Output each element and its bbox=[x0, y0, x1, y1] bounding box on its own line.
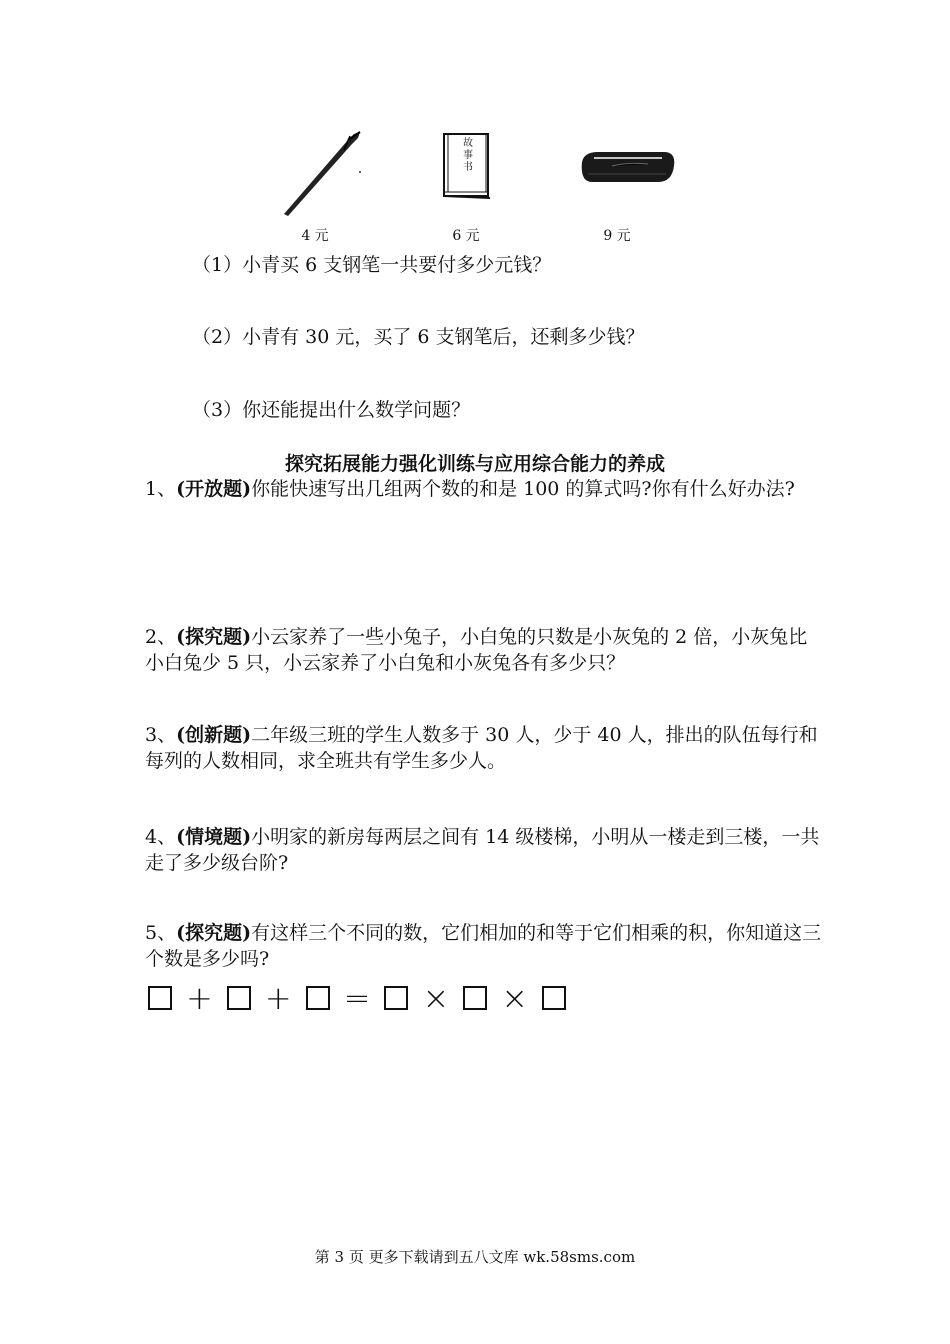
pen-icon bbox=[278, 128, 368, 218]
answer-box[interactable] bbox=[384, 986, 408, 1010]
pencil-case-price: 9 元 bbox=[603, 228, 631, 244]
problem-text: 二年级三班的学生人数多于 30 人，少于 40 人，排出的队伍每行和每列的人数相同，求全班共有学生多少人。 bbox=[145, 724, 818, 772]
question-3: （3）你还能提出什么数学问题？ bbox=[192, 399, 471, 421]
problem-4 bbox=[145, 824, 825, 876]
problem-tag: (情境题) bbox=[176, 826, 252, 848]
book-cover-text: 故事书 bbox=[463, 138, 473, 173]
problem-tag: (探究题) bbox=[176, 922, 252, 944]
section-title: 探究拓展能力强化训练与应用综合能力的养成 bbox=[284, 453, 665, 475]
problem-number: 2、 bbox=[145, 626, 177, 648]
blank-equation bbox=[148, 979, 566, 1017]
problem-tag: (创新题) bbox=[176, 724, 252, 746]
problem-3 bbox=[145, 722, 825, 774]
problem-number: 3、 bbox=[145, 724, 177, 746]
answer-box[interactable] bbox=[463, 986, 487, 1010]
problem-text: 小云家养了一些小兔子，小白兔的只数是小灰兔的 2 倍，小灰兔比小白兔少 5 只，小云家养了小白兔和小灰兔各有多少只？ bbox=[145, 626, 808, 674]
problem-text: 小明家的新房每两层之间有 14 级楼梯，小明从一楼走到三楼，一共走了多少级台阶? bbox=[145, 826, 820, 874]
times-sign: × bbox=[501, 979, 529, 1017]
pencil-case-icon bbox=[578, 148, 678, 186]
problem-tag: (探究题) bbox=[176, 626, 252, 648]
book-icon bbox=[442, 132, 490, 198]
answer-box[interactable] bbox=[227, 986, 251, 1010]
times-sign: × bbox=[422, 979, 450, 1017]
problem-2 bbox=[145, 624, 825, 676]
problem-text: 你能快速写出几组两个数的和是 100 的算式吗?你有什么好办法? bbox=[251, 478, 795, 500]
problem-tag: (开放题) bbox=[176, 478, 252, 500]
question-1: （1）小青买 6 支钢笔一共要付多少元钱？ bbox=[192, 254, 552, 276]
answer-box[interactable] bbox=[148, 986, 172, 1010]
problem-1 bbox=[145, 476, 825, 502]
pen-price: 4 元 bbox=[301, 228, 329, 244]
page-footer: 第 3 页 更多下载请到五八文库 wk.58sms.com bbox=[314, 1248, 636, 1266]
problem-number: 1、 bbox=[145, 478, 177, 500]
problem-text: 有这样三个不同的数，它们相加的和等于它们相乘的积，你知道这三个数是多少吗? bbox=[145, 922, 822, 970]
problem-number: 5、 bbox=[145, 922, 177, 944]
equals-sign: = bbox=[343, 979, 371, 1017]
problem-5 bbox=[145, 920, 825, 972]
problem-number: 4、 bbox=[145, 826, 177, 848]
question-2: （2）小青有 30 元，买了 6 支钢笔后，还剩多少钱？ bbox=[192, 326, 645, 348]
plus-sign: + bbox=[186, 979, 213, 1017]
plus-sign: + bbox=[264, 979, 292, 1017]
answer-box[interactable] bbox=[542, 986, 566, 1010]
book-price: 6 元 bbox=[452, 228, 480, 244]
answer-box[interactable] bbox=[306, 986, 330, 1010]
